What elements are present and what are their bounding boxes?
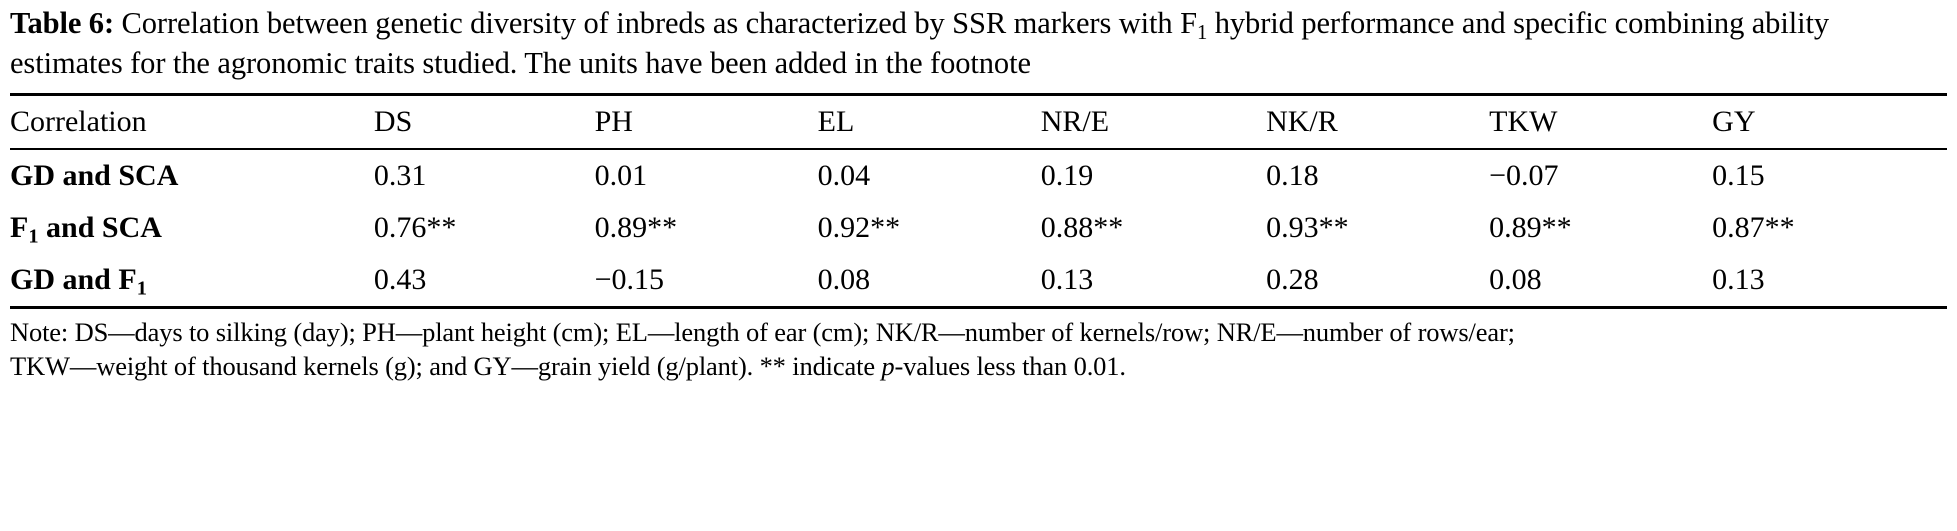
table-header-row [10, 95, 1947, 150]
table-header [10, 95, 1947, 150]
cell-gd-f1-gy: 0.13 [1712, 263, 1765, 297]
cell-gd-f1-nre: 0.13 [1040, 263, 1094, 297]
table-row [10, 254, 1947, 308]
footnote-line-2c: -values less than 0.01. [894, 350, 1126, 381]
cell-gd-sca-tkw: −0.07 [1489, 149, 1712, 202]
cell-f1-sca-gy: 0.87** [1712, 211, 1795, 245]
column-header-ph: PH [595, 95, 818, 150]
caption-text-part-1: Correlation between genetic diversity of inbreds as characterized by SSR markers with F [114, 6, 1197, 40]
table-caption [10, 4, 1947, 83]
row-label-gd-and-f1-subscript: 1 [136, 277, 147, 300]
table-row [10, 202, 1947, 254]
correlation-table [10, 93, 1947, 309]
cell-f1-sca-ds: 0.76** [373, 211, 457, 245]
caption-label: Table 6: [10, 6, 114, 40]
cell-gd-sca-el: 0.04 [818, 149, 1041, 202]
cell-gd-f1-ds: 0.43 [373, 263, 427, 297]
cell-f1-sca-nkr: 0.93** [1266, 211, 1349, 245]
cell-gd-sca-nre: 0.19 [1041, 149, 1266, 202]
table-footnote [10, 309, 1947, 383]
cell-gd-sca-gy: 0.15 [1712, 149, 1947, 202]
column-header-nre: NR/E [1041, 95, 1266, 150]
column-header-tkw: TKW [1489, 95, 1712, 150]
cell-f1-sca-ph: 0.89** [594, 211, 678, 245]
footnote-line-1: Note: DS—days to silking (day); PH—plant height (cm); EL—length of ear (cm); NK/R—number of kernels/row; NR/E—number of rows/ear; [10, 317, 1515, 348]
cell-f1-sca-tkw: 0.89** [1489, 211, 1572, 245]
row-label-gd-and-sca: GD and SCA [10, 149, 374, 202]
row-label-f1-and-sca-tail: and SCA [38, 211, 162, 245]
footnote-italic-p: p [881, 350, 895, 381]
cell-gd-sca-ph: 0.01 [595, 149, 818, 202]
row-label-gd-and-f1 [10, 254, 374, 308]
footnote-line-2a: TKW—weight of thousand kernels (g); and GY—grain yield (g/plant). ** indicate [10, 350, 882, 381]
cell-f1-sca-el: 0.92** [817, 211, 901, 245]
cell-gd-f1-ph: −0.15 [594, 263, 665, 297]
table-body [10, 149, 1947, 309]
column-header-nkr: NK/R [1266, 95, 1489, 150]
row-label-f1-and-sca-main: F [10, 211, 29, 245]
column-header-gy: GY [1712, 95, 1947, 150]
caption-text-part-2: hybrid performance and specific combining ability estimates for the agronomic traits studied. The units have been added in the footnote [10, 6, 1829, 80]
column-header-correlation: Correlation [10, 95, 374, 150]
cell-gd-f1-tkw: 0.08 [1489, 263, 1542, 297]
column-header-el: EL [818, 95, 1041, 150]
row-label-gd-and-f1-main: GD and F [10, 263, 137, 297]
row-label-f1-and-sca-subscript: 1 [28, 225, 39, 248]
cell-gd-f1-nkr: 0.28 [1266, 263, 1319, 297]
cell-gd-sca-ds: 0.31 [374, 149, 595, 202]
cell-gd-sca-nkr: 0.18 [1266, 149, 1489, 202]
column-header-ds: DS [374, 95, 595, 150]
caption-subscript-1: 1 [1196, 21, 1208, 44]
cell-gd-f1-el: 0.08 [817, 263, 871, 297]
table-row [10, 149, 1947, 202]
cell-f1-sca-nre: 0.88** [1040, 211, 1124, 245]
row-label-f1-and-sca [10, 202, 374, 254]
